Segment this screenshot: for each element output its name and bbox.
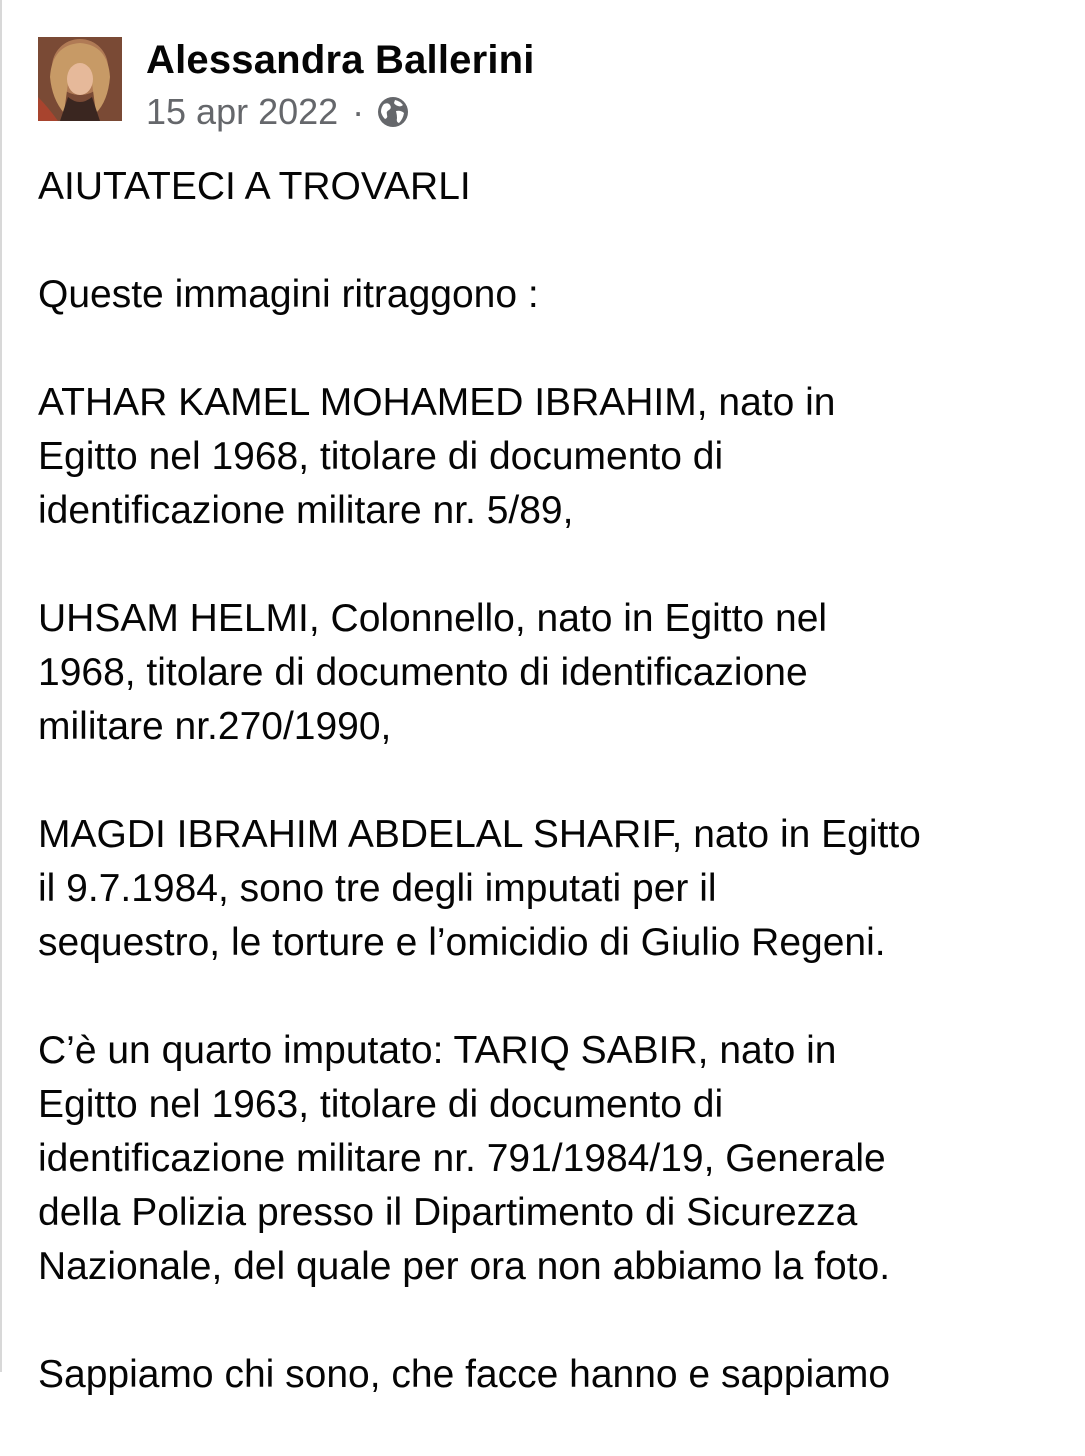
left-border xyxy=(0,0,2,1372)
avatar[interactable] xyxy=(38,37,122,121)
post-meta xyxy=(146,37,535,133)
post-date[interactable]: 15 apr 2022 xyxy=(146,91,339,132)
post-header xyxy=(38,37,535,132)
post-subline xyxy=(146,91,535,133)
post-paragraph: AIUTATECI A TROVARLI xyxy=(38,165,471,208)
post-paragraph: ATHAR KAMEL MOHAMED IBRAHIM, nato in Egitto nel 1968, titolare di documento di identificazione militare nr. 5/89, xyxy=(38,381,836,532)
post-paragraph: MAGDI IBRAHIM ABDELAL SHARIF, nato in Egitto il 9.7.1984, sono tre degli imputati per il sequestro, le torture e l’omicidio di Giulio Regeni. xyxy=(38,813,921,964)
post-paragraph: C’è un quarto imputato: TARIQ SABIR, nato in Egitto nel 1963, titolare di documento di identificazione militare nr. 791/1984/19, Generale della Polizia presso il Dipartimento di Sicurezza Nazionale, del quale per ora non abbiamo la foto. xyxy=(38,1029,891,1288)
post-body xyxy=(38,160,1068,1456)
post-paragraph: Queste immagini ritraggono : xyxy=(38,273,539,316)
separator-dot: · xyxy=(352,91,365,132)
globe-icon[interactable] xyxy=(376,95,410,129)
author-name[interactable]: Alessandra Ballerini xyxy=(146,38,535,82)
post-paragraph: UHSAM HELMI, Colonnello, nato in Egitto nel 1968, titolare di documento di identificazione militare nr.270/1990, xyxy=(38,597,828,748)
post-paragraph: Sappiamo chi sono, che facce hanno e sappiamo xyxy=(38,1353,891,1396)
